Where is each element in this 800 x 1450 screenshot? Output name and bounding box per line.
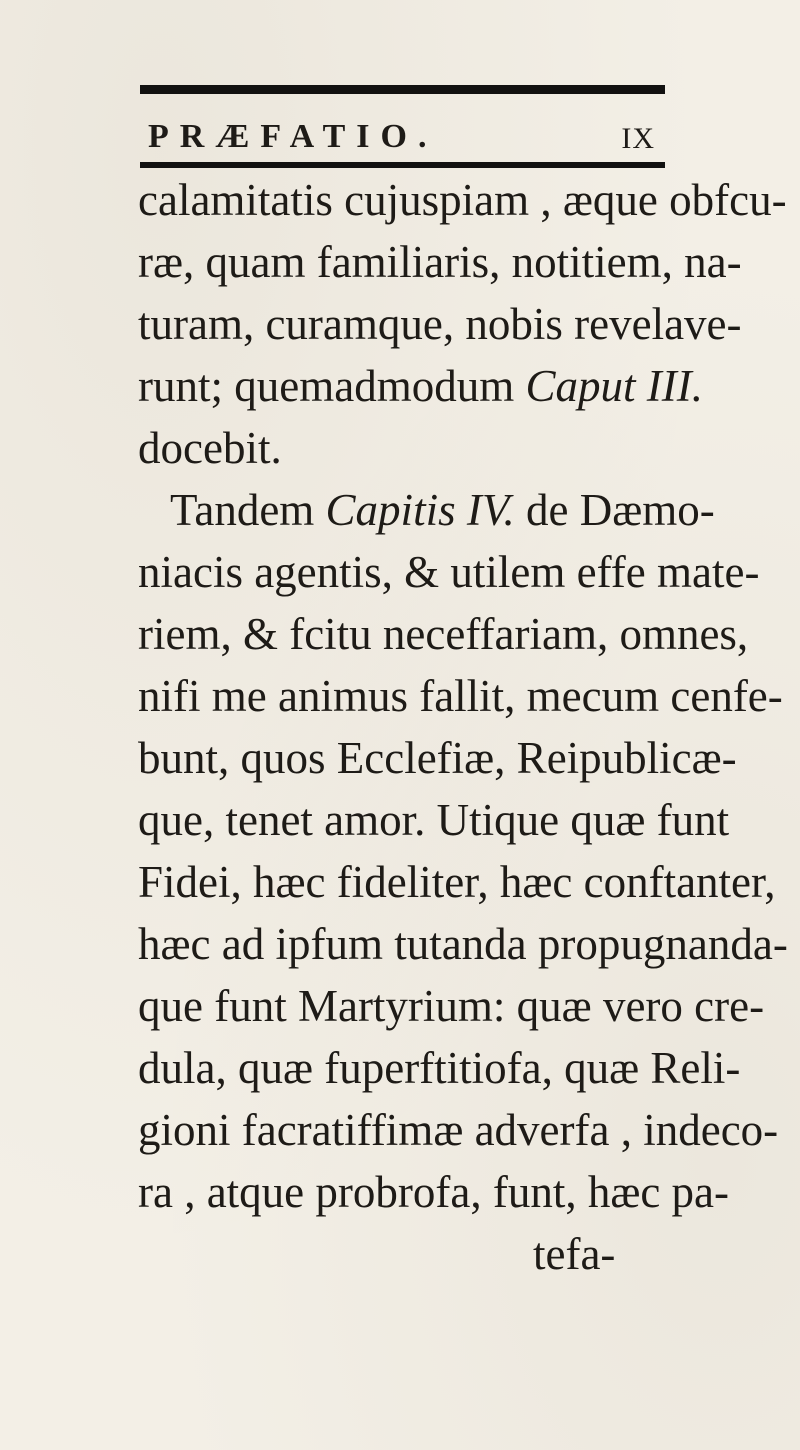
text-run: riem, & fcitu neceffariam, omnes, xyxy=(138,609,749,659)
text-line xyxy=(138,1036,740,1100)
text-run: gioni facratiffimæ adverfa , indeco- xyxy=(138,1105,779,1155)
text-line xyxy=(138,1098,778,1162)
text-line xyxy=(138,850,775,914)
text-run: dula, quæ fuperftitiofa, quæ Reli- xyxy=(138,1043,741,1093)
running-title: PRÆFATIO. xyxy=(148,118,438,155)
text-line xyxy=(138,1160,729,1224)
text-line xyxy=(138,354,703,418)
text-run: bunt, quos Ecclefiæ, Reipublicæ- xyxy=(138,733,737,783)
text-run: tefa- xyxy=(533,1229,616,1279)
text-line xyxy=(138,912,788,976)
italic-reference: Capitis xyxy=(325,485,456,535)
text-run: nifi me animus fallit, mecum cenfe- xyxy=(138,671,783,721)
text-line xyxy=(138,292,742,356)
page-number: IX xyxy=(621,122,655,155)
text-run: ræ, quam familiaris, notitiem, na- xyxy=(138,237,742,287)
text-line xyxy=(138,416,282,480)
text-line xyxy=(138,540,759,604)
text-line xyxy=(138,664,783,728)
body-text xyxy=(0,168,800,1450)
text-run: que funt Martyrium: quæ vero cre- xyxy=(138,981,765,1031)
italic-reference: IV. xyxy=(466,485,515,535)
text-run: turam, curamque, nobis revelave- xyxy=(138,299,742,349)
text-run: de Dæmo- xyxy=(514,485,715,535)
text-run xyxy=(456,485,467,535)
page-header xyxy=(140,118,665,158)
italic-reference: III. xyxy=(646,361,703,411)
text-line xyxy=(138,230,742,294)
italic-reference: Caput xyxy=(525,361,636,411)
text-run: Tandem xyxy=(170,485,326,535)
text-line xyxy=(138,726,737,790)
text-line xyxy=(170,478,715,542)
header-rule-top xyxy=(140,85,665,94)
text-line xyxy=(138,974,764,1038)
text-line xyxy=(138,168,787,232)
text-line xyxy=(138,602,748,666)
text-run: Fidei, hæc fideliter, hæc conftanter, xyxy=(138,857,776,907)
text-run: runt; quemadmodum xyxy=(138,361,526,411)
text-run: hæc ad ipfum tutanda propugnanda- xyxy=(138,919,788,969)
text-run: ra , atque probrofa, funt, hæc pa- xyxy=(138,1167,730,1217)
text-run: docebit. xyxy=(138,423,282,473)
text-run: niacis agentis, & utilem effe mate- xyxy=(138,547,760,597)
text-run: que, tenet amor. Utique quæ funt xyxy=(138,795,730,845)
text-line xyxy=(138,788,729,852)
text-run xyxy=(635,361,646,411)
text-line xyxy=(533,1222,615,1286)
text-run: calamitatis cujuspiam , æque obfcu- xyxy=(138,175,787,225)
